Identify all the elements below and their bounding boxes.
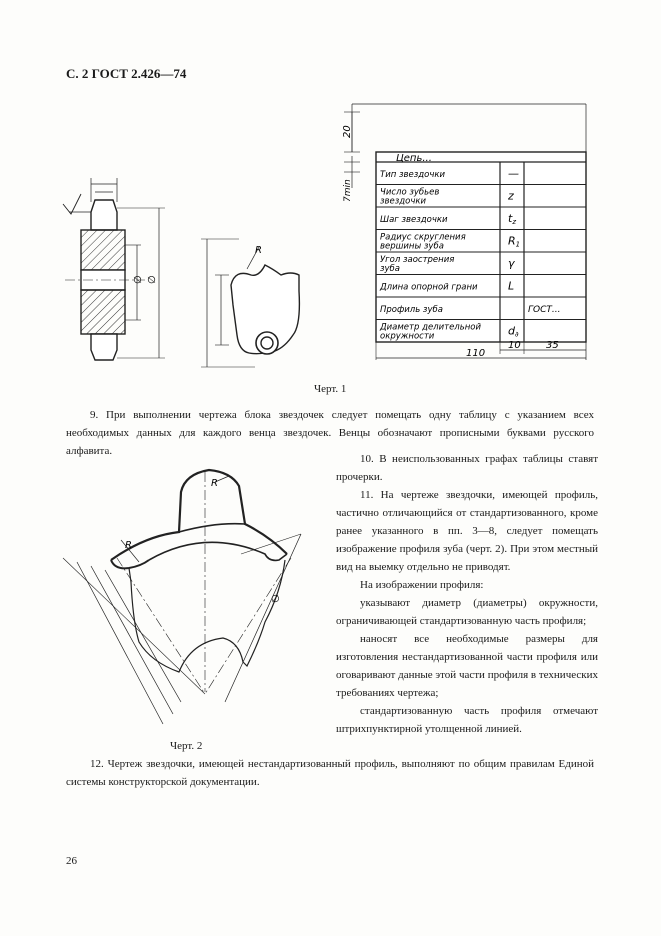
table-row-label: звездочки (380, 196, 427, 207)
table-row-label: Число зубьев (380, 187, 440, 198)
table-row-label: Длина опорной грани (380, 282, 478, 293)
fig2-radius-label-top: R (211, 478, 218, 489)
fig1-tooth-view (195, 225, 315, 380)
fig2-diameter-label: ∅ (271, 594, 280, 605)
table-row-label: окружности (380, 331, 435, 342)
page-header: С. 2 ГОСТ 2.426—74 (66, 66, 187, 81)
page-number: 26 (66, 855, 77, 867)
table-dim-side: 7min (343, 179, 353, 202)
fig2-radius-label-left: R (125, 540, 132, 551)
right-column (336, 450, 598, 738)
fig1-diameter-label-1: ∅ (133, 275, 144, 284)
paragraph-11: 11. На чертеже звездочки, имеющей профиль, частично отличающийся от стандартизованного, кроме ранее указанного в пп. 3—8, следует помещать изображение профиля зуба (черт. 2). При этом местный вид на выемку отдельно не приводят. (336, 489, 598, 573)
paragraph-12: 12. Чертеж звездочки, имеющей нестандартизованный профиль, выполняют по общим правилам Единой системы конструкторской документации. (66, 758, 594, 788)
table-row-symbol: γ (508, 257, 515, 270)
fig1-radius-label: R (255, 245, 262, 256)
table-row-symbol: L (508, 279, 515, 293)
table-row-symbol: tz (508, 212, 517, 226)
table-dim-col2: 35 (546, 340, 559, 351)
table-header: Цепь... (396, 153, 432, 164)
parameter-table (330, 98, 600, 368)
table-row-label: зуба (380, 264, 401, 274)
fig1-diameter-label-2: ∅ (147, 275, 158, 284)
paragraph-11c: наносят все необходимые размеры для изготовления нестандартизованной части профиля или оговаривают данные этой части профиля в технических требованиях чертежа; (336, 633, 598, 699)
table-row-symbol: ГОСТ... (528, 305, 561, 315)
table-row-label: Радиус скругления (380, 232, 466, 243)
table-row-label: Угол заострения (380, 255, 455, 265)
table-row-symbol: — (508, 167, 519, 180)
fig2-profile-drawing (55, 462, 325, 742)
paragraph-9: 9. При выполнении чертежа блока звездочек следует помещать одну таблицу с указанием всех необходимых данных для каждого венца звездочек. Венцы обозначают прописными буквами русского алфавита. (66, 409, 594, 457)
fig1-section-drawing (55, 170, 175, 390)
table-row-label: Тип звездочки (380, 170, 446, 180)
table-dim-top: 20 (342, 125, 353, 138)
table-row-symbol: d∂ (508, 324, 519, 339)
table-dim-total: 110 (466, 348, 486, 359)
table-row-label: Диаметр делительной (380, 322, 482, 333)
table-row-label: Профиль зуба (380, 305, 443, 315)
table-row-label: Шаг звездочки (380, 215, 448, 225)
fig2-caption: Черт. 2 (170, 740, 203, 752)
paragraph-10: 10. В неиспользованных графах таблицы ставят прочерки. (336, 453, 598, 483)
table-row-symbol: z (508, 189, 514, 203)
fig1-caption: Черт. 1 (314, 383, 347, 395)
paragraph-11a: На изображении профиля: (360, 579, 484, 591)
paragraph-11b: указывают диаметр (диаметры) окружности, ограничивающей стандартизованную часть профиля; (336, 597, 598, 627)
paragraph-11d: стандартизованную часть профиля отмечают штрихпунктирной утолщенной линией. (336, 705, 598, 735)
table-dim-col1: 10 (508, 340, 521, 351)
table-row-label: вершины зуба (380, 241, 444, 252)
table-row-symbol: R1 (508, 234, 521, 249)
